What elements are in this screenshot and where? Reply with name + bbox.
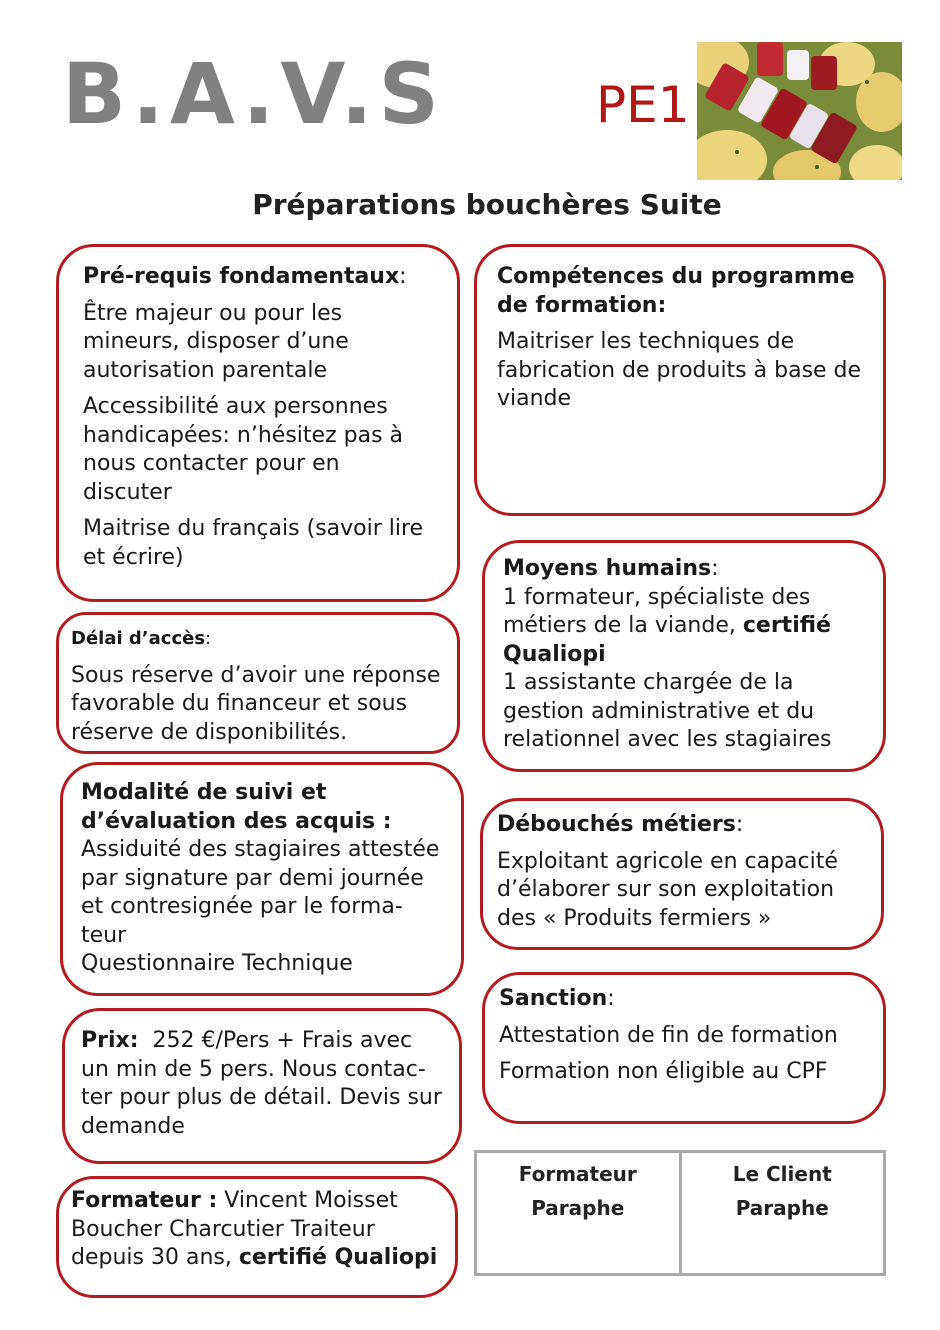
- food-photo: [697, 42, 902, 180]
- moyens-box: [482, 540, 886, 772]
- formateur-cert: certifié Qualiopi: [238, 1245, 438, 1270]
- signature-formateur-title: Formateur: [518, 1162, 637, 1186]
- moyens-line1: 1 formateur, spécialiste des métiers de la viande,: [503, 584, 811, 638]
- sanction-item-2: Formation non éligible au CPF: [499, 1059, 828, 1084]
- delai-sep: :: [205, 628, 212, 649]
- page-title: Préparations bouchères Suite: [252, 188, 722, 221]
- sanction-heading: Sanction: [499, 986, 608, 1011]
- modalite-box: [60, 762, 464, 996]
- program-code: PE1: [596, 76, 690, 134]
- modalite-heading: Modalité de suivi et d’évaluation des acquis :: [81, 780, 392, 834]
- prerequis-box: [56, 244, 460, 602]
- delai-text: Sous réserve d’avoir une réponse favorable du financeur et sous réserve de disponibilités.: [71, 662, 441, 745]
- logo: B.A.V.S: [62, 45, 446, 143]
- moyens-cert: certifié Qualiopi: [503, 613, 831, 667]
- modalite-line2: Questionnaire Technique: [81, 951, 353, 976]
- prerequis-heading: Pré-requis fondamentaux: [83, 264, 400, 289]
- signature-table: [474, 1150, 886, 1276]
- prix-box: [62, 1008, 462, 1164]
- prix-text: 252 €/Pers + Frais avec un min de 5 pers. Nous contac-ter pour plus de détail. Devis sur demande: [81, 1028, 442, 1139]
- moyens-heading: Moyens humains: [503, 556, 712, 581]
- moyens-line2: 1 assistante chargée de la gestion administrative et du relationnel avec les stagiaires: [503, 670, 832, 752]
- signature-cell-client[interactable]: [682, 1153, 884, 1273]
- prerequis-item-1: Être majeur ou pour les mineurs, disposer d’une autorisation parentale: [83, 300, 349, 383]
- formateur-desc: Boucher Charcutier Traiteur depuis 30 ans,: [71, 1216, 375, 1270]
- prerequis-sep: :: [399, 264, 407, 289]
- debouches-text: Exploitant agricole en capacité d’élaborer sur son exploitation des « Produits fermiers »: [497, 848, 838, 931]
- formateur-box: [56, 1176, 458, 1298]
- moyens-sep: :: [711, 556, 719, 581]
- sanction-box: [482, 972, 886, 1124]
- delai-box: [56, 612, 460, 754]
- delai-heading: Délai d’accès: [71, 628, 206, 649]
- debouches-box: [480, 798, 884, 950]
- debouches-heading: Débouchés métiers: [497, 812, 736, 837]
- competences-heading: Compétences du programme de formation:: [497, 264, 855, 318]
- sanction-item-1: Attestation de fin de formation: [499, 1022, 838, 1048]
- signature-client-sub: Paraphe: [735, 1196, 829, 1220]
- signature-formateur-sub: Paraphe: [531, 1196, 625, 1220]
- competences-text: Maitriser les techniques de fabrication de produits à base de viande: [497, 329, 862, 411]
- signature-cell-formateur[interactable]: [477, 1153, 682, 1273]
- prerequis-item-3: Maitrise du français (savoir lire et écrire): [83, 516, 424, 570]
- signature-client-title: Le Client: [732, 1162, 832, 1186]
- competences-box: [474, 244, 886, 516]
- formateur-heading: Formateur :: [71, 1188, 218, 1213]
- modalite-text: Assiduité des stagiaires attestée par signature par demi journée et contresignée par le forma-teur: [81, 837, 440, 948]
- formateur-name: Vincent Moisset: [224, 1188, 398, 1213]
- prix-heading: Prix:: [81, 1028, 139, 1053]
- debouches-sep: :: [735, 812, 744, 837]
- prerequis-item-2: Accessibilité aux personnes handicapées: n’hésitez pas à nous contacter pour en discuter: [83, 394, 403, 505]
- sanction-sep: :: [607, 986, 615, 1011]
